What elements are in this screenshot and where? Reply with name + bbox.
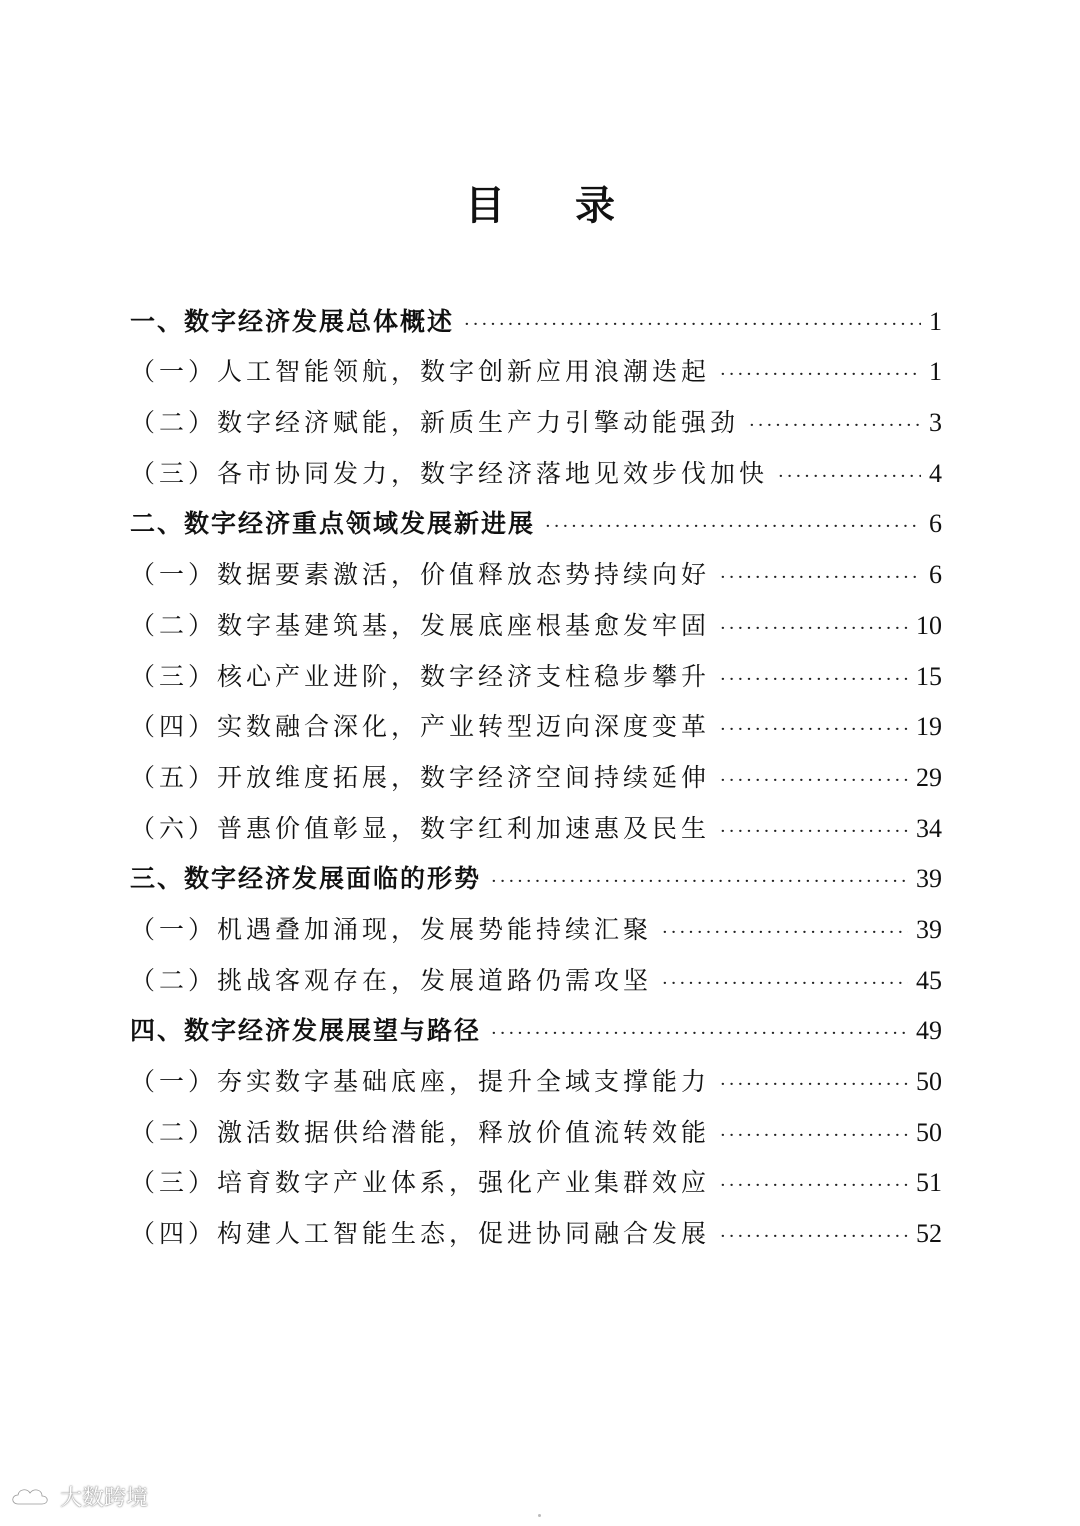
toc-subsection-entry — [130, 1150, 942, 1201]
table-of-contents — [130, 288, 942, 1251]
toc-dot-leader — [720, 1116, 908, 1150]
toc-entry-title: （一）人工智能领航，数字创新应用浪潮迭起 — [130, 357, 711, 387]
toc-dot-leader — [545, 507, 921, 541]
page-title: 目 录 — [465, 183, 643, 229]
toc-subsection-entry — [130, 339, 942, 390]
toc-entry-title: （二）数字基建筑基，发展底座根基愈发牢固 — [130, 610, 711, 640]
toc-dot-leader — [720, 710, 908, 744]
toc-entry-title: （二）数字经济赋能，新质生产力引擎动能强劲 — [130, 408, 740, 438]
toc-dot-leader — [720, 1065, 908, 1099]
toc-entry-title: （一）数据要素激活，价值释放态势持续向好 — [130, 560, 711, 590]
toc-dot-leader — [720, 761, 908, 795]
toc-subsection-entry — [130, 643, 942, 694]
toc-entry-title: （六）普惠价值彰显，数字红利加速惠及民生 — [130, 813, 711, 843]
toc-page-number: 45 — [916, 965, 942, 995]
toc-page-number: 1 — [929, 306, 942, 336]
cloud-logo-icon — [8, 1484, 54, 1510]
toc-page-number: 4 — [929, 458, 942, 488]
toc-subsection-entry — [130, 795, 942, 846]
toc-section-entry — [130, 491, 942, 542]
toc-page-number: 6 — [929, 509, 942, 539]
toc-page-number: 34 — [916, 813, 942, 843]
toc-subsection-entry — [130, 440, 942, 491]
toc-page-number: 10 — [916, 610, 942, 640]
toc-dot-leader — [720, 1166, 908, 1200]
toc-dot-leader — [720, 1217, 908, 1251]
toc-dot-leader — [720, 558, 921, 592]
toc-entry-title: （一）夯实数字基础底座，提升全域支撑能力 — [130, 1067, 711, 1096]
toc-subsection-entry — [130, 1048, 942, 1099]
toc-entry-title: 一、数字经济发展总体概述 — [130, 306, 455, 336]
toc-entry-title: （四）实数融合深化，产业转型迈向深度变革 — [130, 712, 711, 742]
toc-subsection-entry — [130, 744, 942, 795]
toc-dot-leader — [662, 964, 908, 998]
toc-dot-leader — [720, 812, 908, 846]
toc-entry-title: 二、数字经济重点领域发展新进展 — [130, 509, 536, 539]
toc-dot-leader — [491, 1014, 908, 1048]
toc-section-entry — [130, 288, 942, 339]
toc-page-number: 50 — [916, 1117, 942, 1147]
toc-page-number: 19 — [916, 712, 942, 742]
toc-page-number: 29 — [916, 762, 942, 792]
toc-subsection-entry — [130, 947, 942, 998]
toc-dot-leader — [720, 609, 908, 643]
toc-dot-leader — [491, 862, 908, 896]
toc-page-number: 15 — [916, 661, 942, 691]
toc-subsection-entry — [130, 1200, 942, 1251]
toc-page-number: 49 — [916, 1016, 942, 1046]
toc-page-number: 51 — [916, 1168, 942, 1198]
toc-subsection-entry — [130, 541, 942, 592]
toc-page-number: 39 — [916, 914, 942, 944]
toc-entry-title: （二）激活数据供给潜能，释放价值流转效能 — [130, 1117, 711, 1147]
toc-entry-title: 三、数字经济发展面临的形势 — [130, 864, 482, 894]
toc-subsection-entry — [130, 694, 942, 745]
toc-entry-title: （五）开放维度拓展，数字经济空间持续延伸 — [130, 762, 711, 792]
toc-subsection-entry — [130, 389, 942, 440]
toc-section-entry — [130, 998, 942, 1049]
toc-page-number: 52 — [916, 1219, 942, 1249]
toc-entry-title: 四、数字经济发展展望与路径 — [130, 1016, 482, 1046]
toc-subsection-entry — [130, 1099, 942, 1150]
toc-dot-leader — [778, 457, 921, 491]
toc-page-number: 6 — [929, 560, 942, 590]
toc-dot-leader — [720, 660, 908, 694]
watermark-text: 大数跨境 — [60, 1486, 149, 1511]
toc-entry-title: （四）构建人工智能生态，促进协同融合发展 — [130, 1219, 711, 1249]
toc-dot-leader — [720, 355, 921, 389]
toc-section-entry — [130, 846, 942, 897]
toc-dot-leader — [464, 305, 921, 339]
toc-entry-title: （一）机遇叠加涌现，发展势能持续汇聚 — [130, 914, 653, 944]
toc-dot-leader — [749, 406, 921, 440]
toc-page-number: 1 — [929, 357, 942, 387]
toc-entry-title: （二）挑战客观存在，发展道路仍需攻坚 — [130, 965, 653, 995]
toc-page-number: 3 — [929, 408, 942, 438]
toc-page-number: 39 — [916, 864, 942, 894]
watermark — [8, 1481, 148, 1512]
toc-dot-leader — [662, 913, 908, 947]
toc-page-number: 50 — [916, 1067, 942, 1096]
toc-subsection-entry — [130, 592, 942, 643]
toc-entry-title: （三）培育数字产业体系，强化产业集群效应 — [130, 1168, 711, 1198]
toc-entry-title: （三）各市协同发力，数字经济落地见效步伐加快 — [130, 458, 769, 488]
toc-entry-title: （三）核心产业进阶，数字经济支柱稳步攀升 — [130, 661, 711, 691]
page-dot — [538, 1514, 541, 1517]
toc-subsection-entry — [130, 896, 942, 947]
